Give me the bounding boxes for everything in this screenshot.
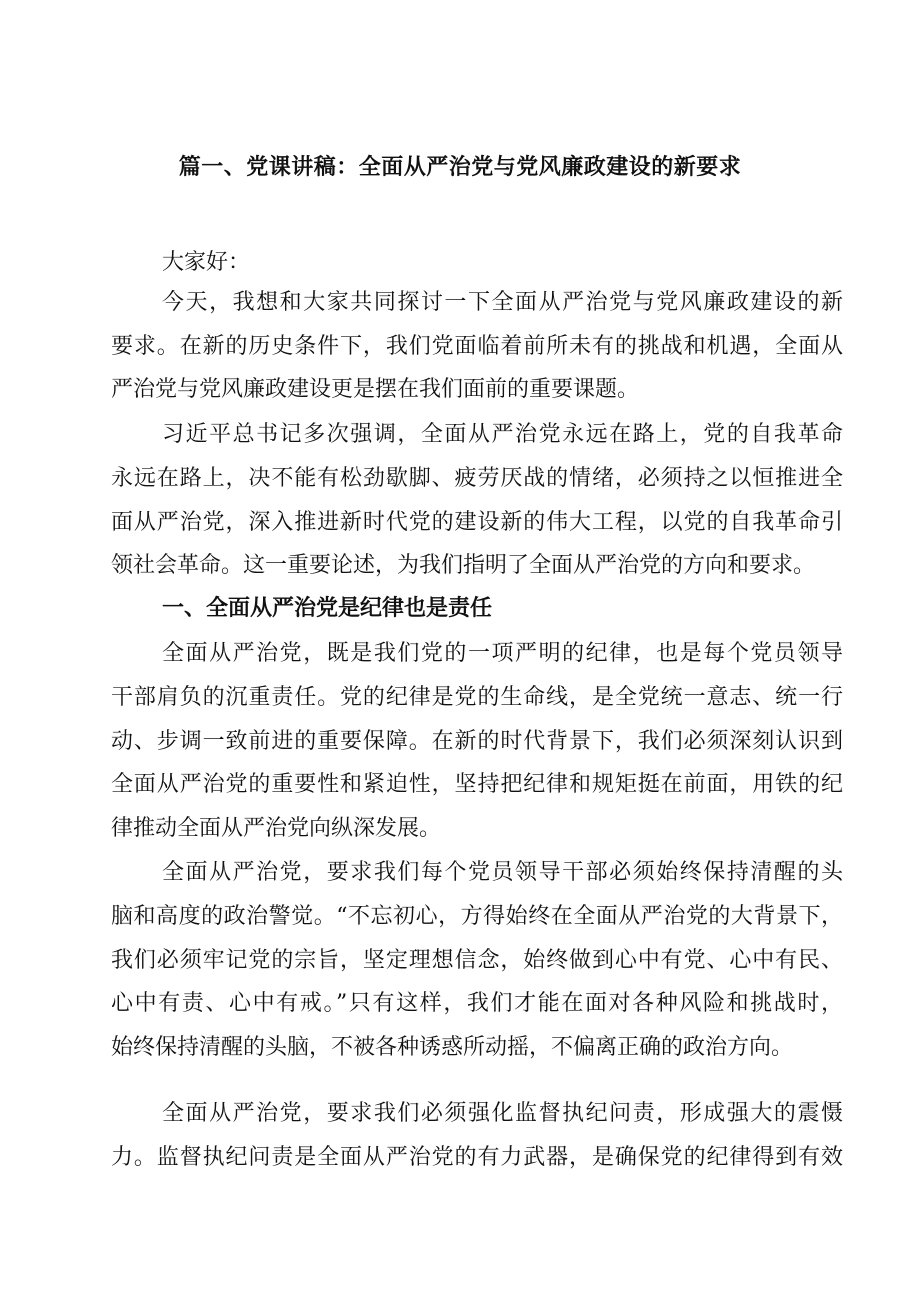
paragraph-line: 要求。在新的历史条件下，我们党面临着前所未有的挑战和机遇，全面从	[111, 334, 843, 359]
paragraph-line: 领社会革命。这一重要论述，为我们指明了全面从严治党的方向和要求。	[111, 553, 816, 578]
greeting: 大家好：	[162, 250, 251, 275]
paragraph-line: 心中有责、心中有戒。”只有这样，我们才能在面对各种风险和挑战时，	[111, 991, 843, 1016]
paragraph-line: 律推动全面从严治党向纵深发展。	[111, 816, 442, 841]
paragraph-line: 全面从严治党，要求我们每个党员领导干部必须始终保持清醒的头	[162, 860, 843, 885]
paragraph-line: 始终保持清醒的头脑，不被各种诱惑所动摇，不偏离正确的政治方向。	[111, 1035, 794, 1060]
section-heading: 一、全面从严治党是纪律也是责任	[162, 596, 493, 621]
paragraph-line: 干部肩负的沉重责任。党的纪律是党的生命线，是全党统一意志、统一行	[111, 685, 843, 710]
paragraph-line: 全面从严治党，要求我们必须强化监督执纪问责，形成强大的震慑	[162, 1101, 843, 1126]
paragraph-line: 动、步调一致前进的重要保障。在新的时代背景下，我们必须深刻认识到	[111, 729, 843, 754]
paragraph-line: 全面从严治党，既是我们党的一项严明的纪律，也是每个党员领导	[162, 641, 843, 666]
document-title: 篇一、党课讲稿：全面从严治党与党风廉政建设的新要求	[178, 155, 742, 180]
paragraph-line: 我们必须牢记党的宗旨，坚定理想信念，始终做到心中有党、心中有民、	[111, 948, 843, 973]
paragraph-line: 严治党与党风廉政建设更是摆在我们面前的重要课题。	[111, 377, 640, 402]
paragraph-line: 今天，我想和大家共同探讨一下全面从严治党与党风廉政建设的新	[162, 290, 843, 315]
paragraph-line: 全面从严治党的重要性和紧迫性，坚持把纪律和规矩挺在前面，用铁的纪	[111, 772, 843, 797]
paragraph-line: 永远在路上，决不能有松劲歇脚、疲劳厌战的情绪，必须持之以恒推进全	[111, 466, 843, 491]
paragraph-line: 脑和高度的政治警觉。“不忘初心，方得始终在全面从严治党的大背景下，	[111, 904, 843, 929]
paragraph-line: 面从严治党，深入推进新时代党的建设新的伟大工程，以党的自我革命引	[111, 510, 843, 535]
paragraph-line: 习近平总书记多次强调，全面从严治党永远在路上，党的自我革命	[162, 422, 843, 447]
paragraph-line: 力。监督执纪问责是全面从严治党的有力武器，是确保党的纪律得到有效	[111, 1145, 843, 1170]
